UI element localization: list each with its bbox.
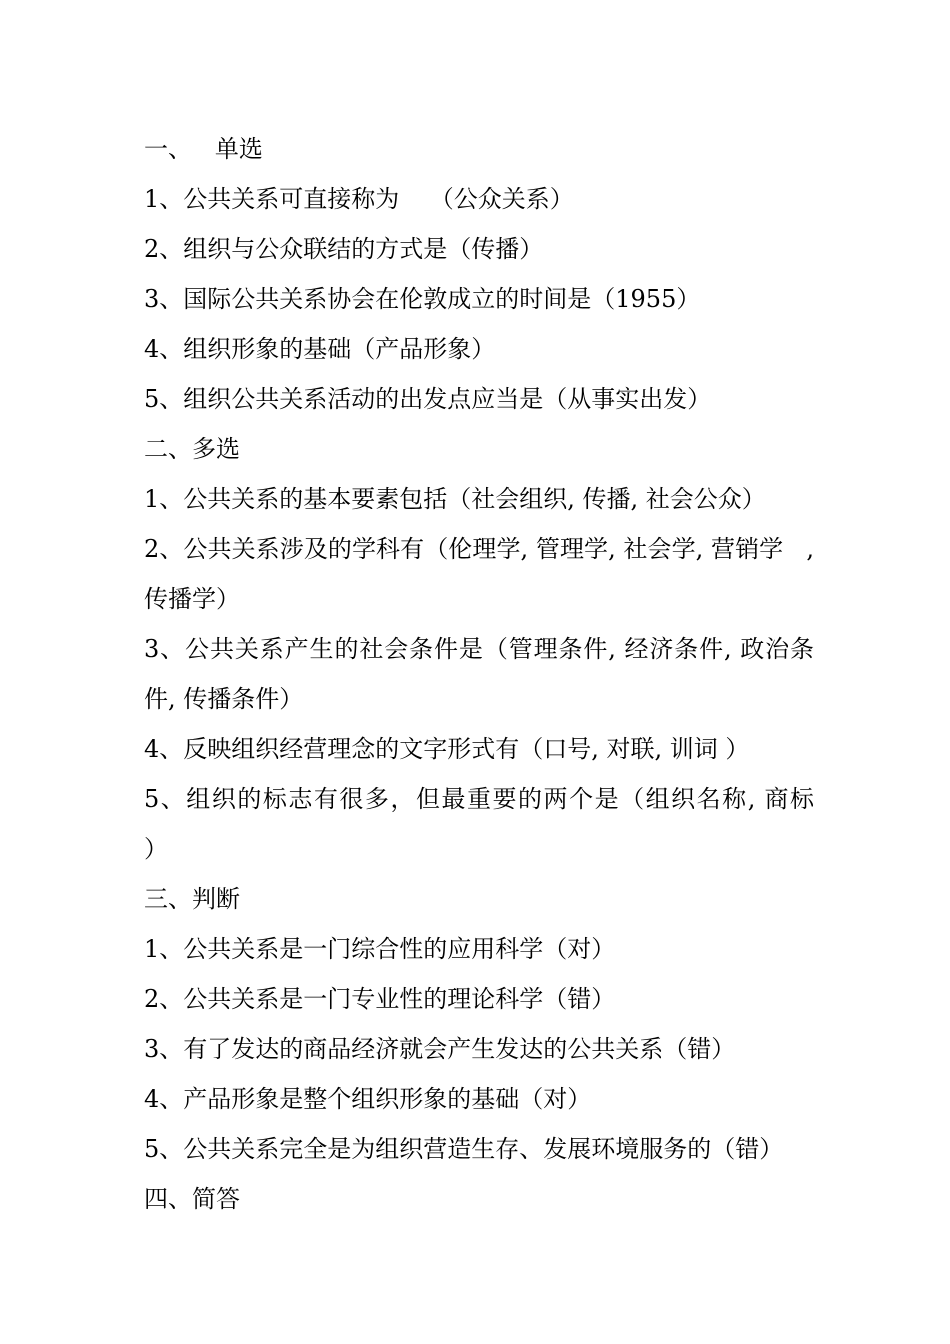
multiple-item-4: 4、反映组织经营理念的文字形式有（口号, 对联, 训词 ） xyxy=(144,735,750,763)
section-heading-multiple: 二、多选 xyxy=(144,435,240,463)
multiple-item-1: 1、公共关系的基本要素包括（社会组织, 传播, 社会公众） xyxy=(144,485,766,513)
section-heading-judge: 三、判断 xyxy=(144,885,240,913)
judge-item-1: 1、公共关系是一门综合性的应用科学（对） xyxy=(144,935,616,963)
section-heading-single: 一、 单选 xyxy=(144,135,263,163)
document-page xyxy=(144,124,845,1224)
judge-item-2: 2、公共关系是一门专业性的理论科学（错） xyxy=(144,985,616,1013)
judge-item-4: 4、产品形象是整个组织形象的基础（对） xyxy=(144,1085,592,1113)
multiple-item-3: 3、公共关系产生的社会条件是（管理条件, 经济条件, 政治条件, 传播条件） xyxy=(144,635,814,713)
section-heading-short: 四、简答 xyxy=(144,1185,240,1213)
single-item-4: 4、组织形象的基础（产品形象） xyxy=(144,335,496,363)
single-item-5: 5、组织公共关系活动的出发点应当是（从事实出发） xyxy=(144,385,712,413)
multiple-item-5: 5、组织的标志有很多，但最重要的两个是（组织名称, 商标 ） xyxy=(144,785,845,863)
judge-item-5: 5、公共关系完全是为组织营造生存、发展环境服务的（错） xyxy=(144,1135,784,1163)
multiple-item-2: 2、公共关系涉及的学科有（伦理学, 管理学, 社会学, 营销学 , 传播学） xyxy=(144,535,822,613)
single-item-3: 3、国际公共关系协会在伦敦成立的时间是（1955） xyxy=(144,285,701,313)
single-item-1: 1、公共关系可直接称为 （公众关系） xyxy=(144,185,574,213)
judge-item-3: 3、有了发达的商品经济就会产生发达的公共关系（错） xyxy=(144,1035,736,1063)
single-item-2: 2、组织与公众联结的方式是（传播） xyxy=(144,235,544,263)
